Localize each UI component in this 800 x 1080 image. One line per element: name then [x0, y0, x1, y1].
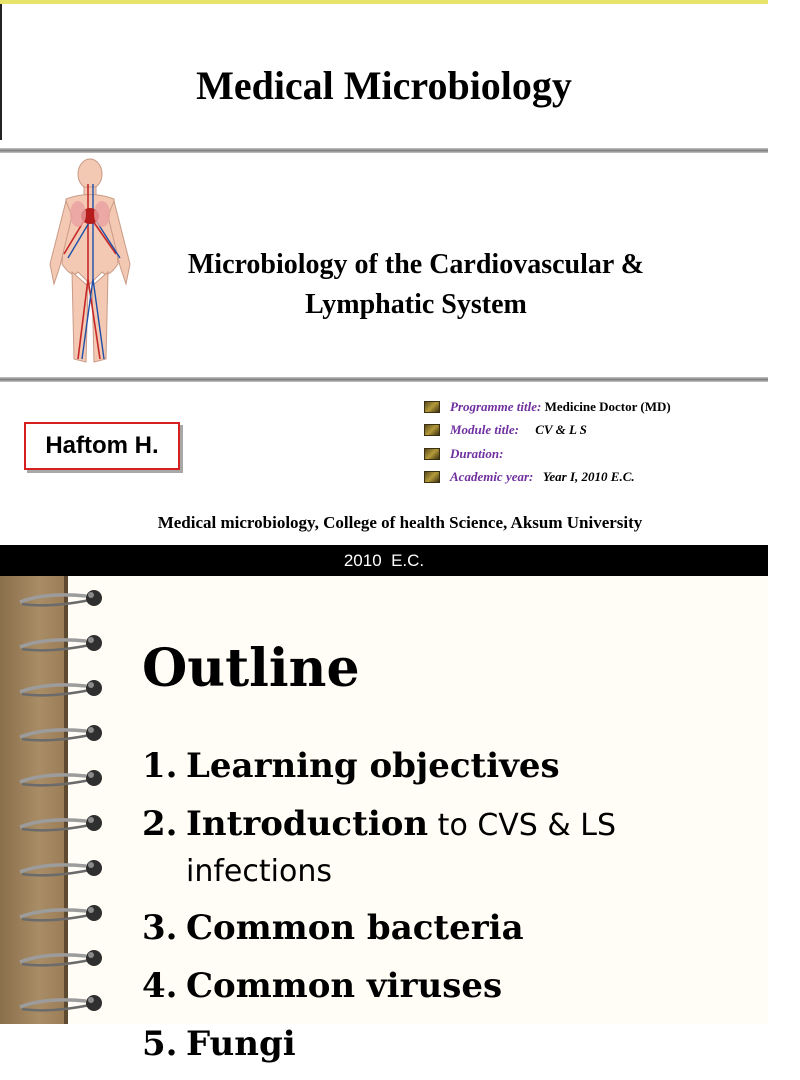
- info-value: CV & L S: [518, 422, 587, 438]
- affiliation-text: Medical microbiology, College of health Science, Aksum University: [157, 513, 643, 532]
- title-slide: [0, 0, 768, 545]
- info-item-duration: [424, 442, 671, 466]
- spiral-ring-icon: [16, 723, 106, 745]
- spiral-ring-icon: [16, 813, 106, 835]
- top-accent-line: [0, 0, 768, 4]
- item-number: 5.: [142, 1024, 178, 1064]
- spiral-ring-icon: [16, 858, 106, 880]
- item-number: 1.: [142, 746, 178, 786]
- author-name: Haftom H.: [45, 432, 159, 459]
- spiral-ring-icon: [16, 768, 106, 790]
- item-bold-text: Introduction: [186, 804, 429, 844]
- item-number: 3.: [142, 908, 178, 948]
- spiral-ring-icon: [16, 903, 106, 925]
- outline-item: [142, 802, 752, 894]
- outline-title: Outline: [142, 638, 360, 699]
- outline-item: [142, 964, 752, 1010]
- bullet-icon: [424, 471, 440, 483]
- info-item-programme: [424, 395, 671, 419]
- outline-item: [142, 744, 752, 790]
- presentation-subtitle: [136, 245, 696, 325]
- bullet-icon: [424, 401, 440, 413]
- bullet-icon: [424, 448, 440, 460]
- year-bar: 2010 E.C.: [0, 545, 768, 576]
- main-title: Medical Microbiology: [196, 63, 572, 108]
- outline-item: [142, 906, 752, 952]
- item-bold-text: Learning objectives: [186, 746, 560, 786]
- spiral-ring-icon: [16, 588, 106, 610]
- info-item-academic-year: [424, 466, 671, 490]
- info-value: Year I, 2010 E.C.: [533, 469, 635, 485]
- item-normal-text: to CVS & LS infections: [186, 808, 617, 889]
- info-label: Programme title:: [450, 398, 542, 414]
- spiral-ring-icon: [16, 948, 106, 970]
- item-bold-text: Common bacteria: [186, 908, 524, 948]
- divider-band-bottom: [0, 377, 768, 382]
- spiral-ring-icon: [16, 678, 106, 700]
- course-info-list: [424, 395, 671, 489]
- info-item-module: [424, 419, 671, 443]
- info-label: Academic year:: [450, 469, 534, 485]
- spiral-ring-icon: [16, 633, 106, 655]
- subtitle-line-1: Microbiology of the Cardiovascular &: [187, 249, 645, 280]
- info-label: Duration:: [450, 445, 504, 461]
- item-bold-text: Fungi: [186, 1024, 296, 1064]
- subtitle-line-2: Lymphatic System: [305, 289, 527, 320]
- outline-list: [142, 744, 752, 1080]
- outline-slide: [0, 576, 768, 1064]
- bullet-icon: [424, 424, 440, 436]
- info-value: Medicine Doctor (MD): [541, 398, 671, 414]
- author-box: [24, 422, 180, 470]
- human-circulatory-system-image: [44, 154, 136, 372]
- outline-item: [142, 1022, 752, 1068]
- item-number: 2.: [142, 804, 178, 844]
- item-number: 4.: [142, 966, 178, 1006]
- divider-band-top: [0, 148, 768, 153]
- item-bold-text: Common viruses: [186, 966, 503, 1006]
- info-label: Module title:: [450, 422, 519, 438]
- spiral-ring-icon: [16, 993, 106, 1015]
